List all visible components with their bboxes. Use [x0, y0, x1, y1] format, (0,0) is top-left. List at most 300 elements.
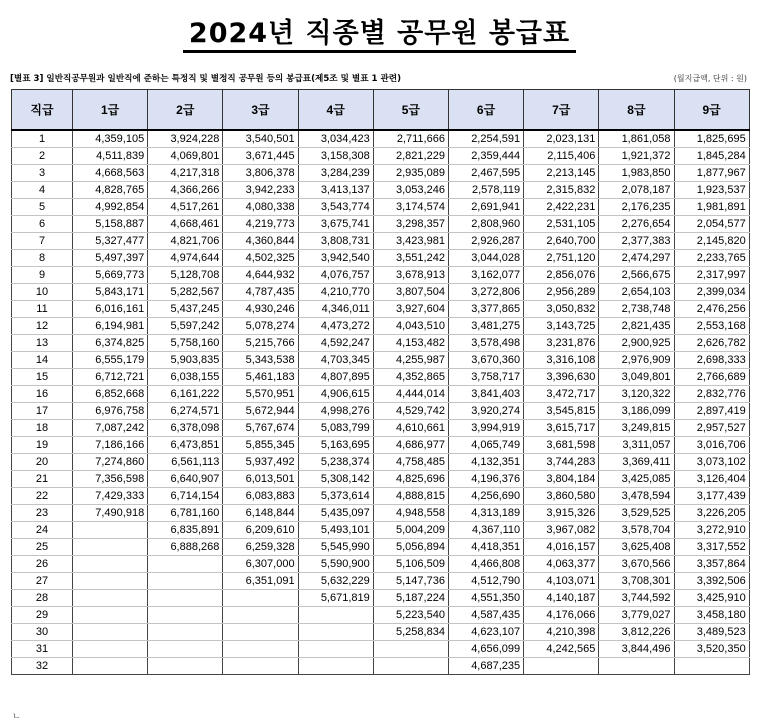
salary-cell: 4,313,189: [448, 505, 523, 522]
salary-cell: 1,861,058: [599, 130, 674, 148]
unit-note: (월지급액, 단위 : 원): [673, 74, 747, 83]
salary-cell: [223, 641, 298, 658]
salary-cell: 4,210,398: [524, 624, 599, 641]
salary-cell: [373, 658, 448, 675]
salary-cell: [148, 624, 223, 641]
salary-cell: 4,360,844: [223, 233, 298, 250]
salary-cell: 5,672,944: [223, 403, 298, 420]
table-row: [12, 437, 750, 454]
salary-cell: 4,176,066: [524, 607, 599, 624]
salary-cell: 2,176,235: [599, 199, 674, 216]
salary-cell: 3,812,226: [599, 624, 674, 641]
salary-cell: 1,845,284: [674, 148, 749, 165]
salary-cell: 4,529,742: [373, 403, 448, 420]
salary-cell: 2,956,289: [524, 284, 599, 301]
salary-cell: 3,543,774: [298, 199, 373, 216]
salary-cell: 5,937,492: [223, 454, 298, 471]
salary-cell: 4,687,235: [448, 658, 523, 675]
salary-cell: 3,578,498: [448, 335, 523, 352]
table-row: [12, 130, 750, 148]
salary-cell: 4,828,765: [73, 182, 148, 199]
salary-cell: 4,080,338: [223, 199, 298, 216]
salary-cell: 3,967,082: [524, 522, 599, 539]
salary-cell: 7,087,242: [73, 420, 148, 437]
salary-cell: 4,517,261: [148, 199, 223, 216]
salary-cell: [524, 658, 599, 675]
salary-cell: 2,078,187: [599, 182, 674, 199]
salary-cell: 5,435,097: [298, 505, 373, 522]
salary-cell: 4,065,749: [448, 437, 523, 454]
salary-cell: 5,597,242: [148, 318, 223, 335]
table-row: [12, 284, 750, 301]
salary-cell: 4,758,485: [373, 454, 448, 471]
table-row: [12, 454, 750, 471]
salary-cell: 3,994,919: [448, 420, 523, 437]
table-row: [12, 607, 750, 624]
page-title-text: 2024년 직종별 공무원 봉급표: [183, 17, 576, 53]
salary-cell: 4,367,110: [448, 522, 523, 539]
salary-cell: 2,023,131: [524, 130, 599, 148]
salary-cell: 3,162,077: [448, 267, 523, 284]
step-cell: 8: [12, 250, 73, 267]
salary-cell: 4,103,071: [524, 573, 599, 590]
salary-cell: 3,034,423: [298, 130, 373, 148]
salary-cell: [674, 658, 749, 675]
salary-cell: 3,073,102: [674, 454, 749, 471]
salary-cell: 6,640,907: [148, 471, 223, 488]
salary-cell: 2,317,997: [674, 267, 749, 284]
salary-cell: 1,921,372: [599, 148, 674, 165]
salary-cell: 1,983,850: [599, 165, 674, 182]
salary-cell: 3,671,445: [223, 148, 298, 165]
salary-cell: 4,140,187: [524, 590, 599, 607]
salary-table: [11, 89, 750, 675]
salary-cell: 4,444,014: [373, 386, 448, 403]
salary-cell: 4,196,376: [448, 471, 523, 488]
salary-cell: 4,656,099: [448, 641, 523, 658]
salary-cell: 2,654,103: [599, 284, 674, 301]
salary-cell: 5,590,900: [298, 556, 373, 573]
salary-cell: 2,821,229: [373, 148, 448, 165]
table-row: [12, 471, 750, 488]
table-row: [12, 318, 750, 335]
header-grade: 2급: [148, 90, 223, 131]
header-grade: 9급: [674, 90, 749, 131]
salary-cell: 6,714,154: [148, 488, 223, 505]
salary-cell: 6,148,844: [223, 505, 298, 522]
salary-cell: 5,671,819: [298, 590, 373, 607]
salary-cell: 3,317,552: [674, 539, 749, 556]
salary-cell: 2,531,105: [524, 216, 599, 233]
salary-cell: 4,825,696: [373, 471, 448, 488]
salary-cell: 4,366,266: [148, 182, 223, 199]
salary-cell: 5,545,990: [298, 539, 373, 556]
salary-cell: 5,767,674: [223, 420, 298, 437]
salary-cell: 4,043,510: [373, 318, 448, 335]
salary-cell: 7,186,166: [73, 437, 148, 454]
step-cell: 20: [12, 454, 73, 471]
salary-cell: 3,357,864: [674, 556, 749, 573]
table-row: [12, 148, 750, 165]
salary-cell: 1,981,891: [674, 199, 749, 216]
salary-cell: [148, 590, 223, 607]
salary-cell: 6,374,825: [73, 335, 148, 352]
salary-cell: 2,926,287: [448, 233, 523, 250]
salary-cell: 4,418,351: [448, 539, 523, 556]
salary-cell: 5,078,274: [223, 318, 298, 335]
salary-cell: 5,327,477: [73, 233, 148, 250]
salary-cell: [298, 607, 373, 624]
table-row: [12, 488, 750, 505]
step-cell: 13: [12, 335, 73, 352]
salary-cell: 2,145,820: [674, 233, 749, 250]
salary-cell: 4,930,246: [223, 301, 298, 318]
salary-cell: 5,343,538: [223, 352, 298, 369]
table-row: [12, 573, 750, 590]
salary-cell: 6,473,851: [148, 437, 223, 454]
salary-cell: 4,623,107: [448, 624, 523, 641]
step-cell: 32: [12, 658, 73, 675]
salary-cell: 5,163,695: [298, 437, 373, 454]
page-title: [0, 16, 759, 53]
step-cell: 30: [12, 624, 73, 641]
salary-cell: [298, 641, 373, 658]
salary-cell: 6,274,571: [148, 403, 223, 420]
salary-cell: 5,158,887: [73, 216, 148, 233]
step-cell: 22: [12, 488, 73, 505]
salary-cell: 3,126,404: [674, 471, 749, 488]
salary-cell: 4,069,801: [148, 148, 223, 165]
salary-cell: 3,016,706: [674, 437, 749, 454]
salary-cell: [223, 607, 298, 624]
salary-cell: 4,511,839: [73, 148, 148, 165]
salary-cell: 3,744,283: [524, 454, 599, 471]
salary-cell: 4,359,105: [73, 130, 148, 148]
salary-cell: 4,686,977: [373, 437, 448, 454]
salary-cell: 6,712,721: [73, 369, 148, 386]
salary-cell: 3,053,246: [373, 182, 448, 199]
salary-cell: 2,276,654: [599, 216, 674, 233]
salary-cell: 3,226,205: [674, 505, 749, 522]
salary-cell: 3,529,525: [599, 505, 674, 522]
salary-cell: 6,083,883: [223, 488, 298, 505]
step-cell: 27: [12, 573, 73, 590]
salary-cell: 2,897,419: [674, 403, 749, 420]
salary-cell: 5,855,345: [223, 437, 298, 454]
salary-cell: 3,489,523: [674, 624, 749, 641]
salary-cell: 2,213,145: [524, 165, 599, 182]
salary-cell: 2,751,120: [524, 250, 599, 267]
salary-cell: 6,835,891: [148, 522, 223, 539]
salary-cell: [599, 658, 674, 675]
salary-cell: 3,311,057: [599, 437, 674, 454]
salary-cell: 4,132,351: [448, 454, 523, 471]
header-step: 직급: [12, 90, 73, 131]
table-caption: [별표 3] 일반직공무원과 일반직에 준하는 특정직 및 별정직 공무원 등의 봉급표(제5조 및 별표 1 관련): [10, 74, 401, 84]
table-row: [12, 590, 750, 607]
salary-cell: 3,120,322: [599, 386, 674, 403]
step-cell: 19: [12, 437, 73, 454]
salary-cell: 5,223,540: [373, 607, 448, 624]
salary-cell: 6,976,758: [73, 403, 148, 420]
salary-cell: 3,804,184: [524, 471, 599, 488]
salary-cell: 2,315,832: [524, 182, 599, 199]
step-cell: 9: [12, 267, 73, 284]
salary-cell: 4,242,565: [524, 641, 599, 658]
salary-cell: 3,942,540: [298, 250, 373, 267]
salary-cell: 6,561,113: [148, 454, 223, 471]
salary-cell: 5,282,567: [148, 284, 223, 301]
salary-cell: 4,473,272: [298, 318, 373, 335]
salary-cell: 3,625,408: [599, 539, 674, 556]
salary-cell: [73, 658, 148, 675]
table-row: [12, 624, 750, 641]
salary-cell: 3,779,027: [599, 607, 674, 624]
salary-cell: 3,272,806: [448, 284, 523, 301]
salary-cell: 4,998,276: [298, 403, 373, 420]
salary-cell: 4,948,558: [373, 505, 448, 522]
salary-cell: 2,566,675: [599, 267, 674, 284]
salary-cell: 5,215,766: [223, 335, 298, 352]
step-cell: 1: [12, 130, 73, 148]
salary-cell: 6,555,179: [73, 352, 148, 369]
salary-cell: 5,056,894: [373, 539, 448, 556]
salary-cell: 3,284,239: [298, 165, 373, 182]
table-row: [12, 182, 750, 199]
salary-cell: 1,825,695: [674, 130, 749, 148]
salary-cell: 4,153,482: [373, 335, 448, 352]
salary-cell: 5,083,799: [298, 420, 373, 437]
salary-cell: [298, 658, 373, 675]
table-row: [12, 641, 750, 658]
salary-cell: 2,578,119: [448, 182, 523, 199]
salary-cell: 6,161,222: [148, 386, 223, 403]
step-cell: 21: [12, 471, 73, 488]
salary-cell: 4,906,615: [298, 386, 373, 403]
table-row: [12, 369, 750, 386]
salary-cell: 2,738,748: [599, 301, 674, 318]
salary-cell: [73, 590, 148, 607]
salary-cell: 3,272,910: [674, 522, 749, 539]
step-cell: 16: [12, 386, 73, 403]
salary-cell: 3,942,233: [223, 182, 298, 199]
salary-cell: 3,920,274: [448, 403, 523, 420]
step-cell: 2: [12, 148, 73, 165]
table-row: [12, 386, 750, 403]
salary-cell: 4,016,157: [524, 539, 599, 556]
salary-cell: 3,425,910: [674, 590, 749, 607]
salary-cell: 3,806,378: [223, 165, 298, 182]
salary-cell: 3,050,832: [524, 301, 599, 318]
salary-cell: 3,478,594: [599, 488, 674, 505]
salary-cell: 4,219,773: [223, 216, 298, 233]
salary-cell: [148, 607, 223, 624]
salary-cell: 4,352,865: [373, 369, 448, 386]
table-row: [12, 658, 750, 675]
salary-cell: 5,461,183: [223, 369, 298, 386]
salary-cell: 4,787,435: [223, 284, 298, 301]
salary-cell: 3,807,504: [373, 284, 448, 301]
salary-cell: 3,423,981: [373, 233, 448, 250]
salary-cell: 4,668,563: [73, 165, 148, 182]
salary-cell: 2,698,333: [674, 352, 749, 369]
salary-cell: [148, 556, 223, 573]
header-grade: 6급: [448, 90, 523, 131]
step-cell: 23: [12, 505, 73, 522]
salary-cell: 7,429,333: [73, 488, 148, 505]
salary-cell: 4,587,435: [448, 607, 523, 624]
salary-cell: 3,396,630: [524, 369, 599, 386]
salary-cell: 5,843,171: [73, 284, 148, 301]
salary-cell: [73, 539, 148, 556]
salary-cell: 6,852,668: [73, 386, 148, 403]
header-grade: 3급: [223, 90, 298, 131]
table-row: [12, 250, 750, 267]
footer-mark: ㄴ: [12, 712, 21, 722]
salary-cell: 2,359,444: [448, 148, 523, 165]
salary-cell: 4,256,690: [448, 488, 523, 505]
salary-cell: 6,781,160: [148, 505, 223, 522]
salary-cell: 3,841,403: [448, 386, 523, 403]
salary-cell: 3,615,717: [524, 420, 599, 437]
salary-cell: 3,915,326: [524, 505, 599, 522]
step-cell: 29: [12, 607, 73, 624]
salary-cell: 3,177,439: [674, 488, 749, 505]
salary-cell: 5,437,245: [148, 301, 223, 318]
salary-cell: [148, 658, 223, 675]
salary-cell: 3,249,815: [599, 420, 674, 437]
salary-cell: 4,502,325: [223, 250, 298, 267]
salary-cell: 4,346,011: [298, 301, 373, 318]
salary-cell: 3,316,108: [524, 352, 599, 369]
salary-cell: 4,668,461: [148, 216, 223, 233]
step-cell: 4: [12, 182, 73, 199]
salary-cell: 5,570,951: [223, 386, 298, 403]
salary-cell: 6,351,091: [223, 573, 298, 590]
salary-cell: 2,054,577: [674, 216, 749, 233]
step-cell: 7: [12, 233, 73, 250]
salary-cell: 6,013,501: [223, 471, 298, 488]
salary-cell: 2,935,089: [373, 165, 448, 182]
step-cell: 24: [12, 522, 73, 539]
salary-cell: 3,678,913: [373, 267, 448, 284]
salary-cell: 3,377,865: [448, 301, 523, 318]
salary-cell: 5,669,773: [73, 267, 148, 284]
step-cell: 17: [12, 403, 73, 420]
salary-cell: 4,610,661: [373, 420, 448, 437]
salary-cell: 6,378,098: [148, 420, 223, 437]
header-grade: 7급: [524, 90, 599, 131]
salary-cell: 5,258,834: [373, 624, 448, 641]
salary-cell: 6,307,000: [223, 556, 298, 573]
salary-cell: 6,209,610: [223, 522, 298, 539]
salary-cell: 3,392,506: [674, 573, 749, 590]
salary-cell: 3,049,801: [599, 369, 674, 386]
step-cell: 11: [12, 301, 73, 318]
step-cell: 18: [12, 420, 73, 437]
salary-cell: 3,540,501: [223, 130, 298, 148]
salary-cell: 3,670,360: [448, 352, 523, 369]
table-row: [12, 199, 750, 216]
table-row: [12, 335, 750, 352]
salary-cell: 5,308,142: [298, 471, 373, 488]
salary-cell: 5,238,374: [298, 454, 373, 471]
step-cell: 15: [12, 369, 73, 386]
salary-cell: 2,422,231: [524, 199, 599, 216]
table-row: [12, 522, 750, 539]
salary-cell: 4,644,932: [223, 267, 298, 284]
salary-cell: 3,675,741: [298, 216, 373, 233]
salary-cell: 2,900,925: [599, 335, 674, 352]
salary-cell: 6,194,981: [73, 318, 148, 335]
salary-cell: 2,467,595: [448, 165, 523, 182]
salary-cell: 3,545,815: [524, 403, 599, 420]
salary-cell: 3,708,301: [599, 573, 674, 590]
header-grade: 4급: [298, 90, 373, 131]
salary-cell: [73, 573, 148, 590]
salary-cell: 4,974,644: [148, 250, 223, 267]
step-cell: 3: [12, 165, 73, 182]
salary-cell: 5,147,736: [373, 573, 448, 590]
salary-cell: 5,497,397: [73, 250, 148, 267]
header-grade: 5급: [373, 90, 448, 131]
salary-cell: [73, 641, 148, 658]
salary-cell: 3,186,099: [599, 403, 674, 420]
table-row: [12, 352, 750, 369]
table-row: [12, 539, 750, 556]
salary-cell: 3,744,592: [599, 590, 674, 607]
salary-cell: 3,578,704: [599, 522, 674, 539]
table-body: [12, 130, 750, 675]
salary-cell: 3,481,275: [448, 318, 523, 335]
salary-cell: 6,016,161: [73, 301, 148, 318]
salary-cell: 2,821,435: [599, 318, 674, 335]
salary-cell: 3,425,085: [599, 471, 674, 488]
step-cell: 31: [12, 641, 73, 658]
salary-cell: 4,076,757: [298, 267, 373, 284]
salary-cell: 6,888,268: [148, 539, 223, 556]
salary-cell: 2,377,383: [599, 233, 674, 250]
salary-cell: 4,551,350: [448, 590, 523, 607]
salary-cell: 6,259,328: [223, 539, 298, 556]
salary-cell: 3,143,725: [524, 318, 599, 335]
salary-cell: 4,592,247: [298, 335, 373, 352]
salary-cell: [223, 624, 298, 641]
salary-cell: 4,466,808: [448, 556, 523, 573]
salary-cell: 2,115,406: [524, 148, 599, 165]
salary-cell: [223, 590, 298, 607]
step-cell: 28: [12, 590, 73, 607]
table-row: [12, 216, 750, 233]
salary-cell: 2,691,941: [448, 199, 523, 216]
salary-cell: 2,476,256: [674, 301, 749, 318]
salary-cell: 1,923,537: [674, 182, 749, 199]
salary-cell: 2,640,700: [524, 233, 599, 250]
step-cell: 12: [12, 318, 73, 335]
salary-cell: [298, 624, 373, 641]
salary-cell: 3,369,411: [599, 454, 674, 471]
salary-cell: 3,758,717: [448, 369, 523, 386]
salary-cell: 7,274,860: [73, 454, 148, 471]
salary-cell: 2,474,297: [599, 250, 674, 267]
salary-cell: [73, 556, 148, 573]
salary-cell: 4,063,377: [524, 556, 599, 573]
table-row: [12, 556, 750, 573]
table-row: [12, 420, 750, 437]
salary-cell: 3,520,350: [674, 641, 749, 658]
salary-cell: 3,044,028: [448, 250, 523, 267]
salary-cell: 3,924,228: [148, 130, 223, 148]
